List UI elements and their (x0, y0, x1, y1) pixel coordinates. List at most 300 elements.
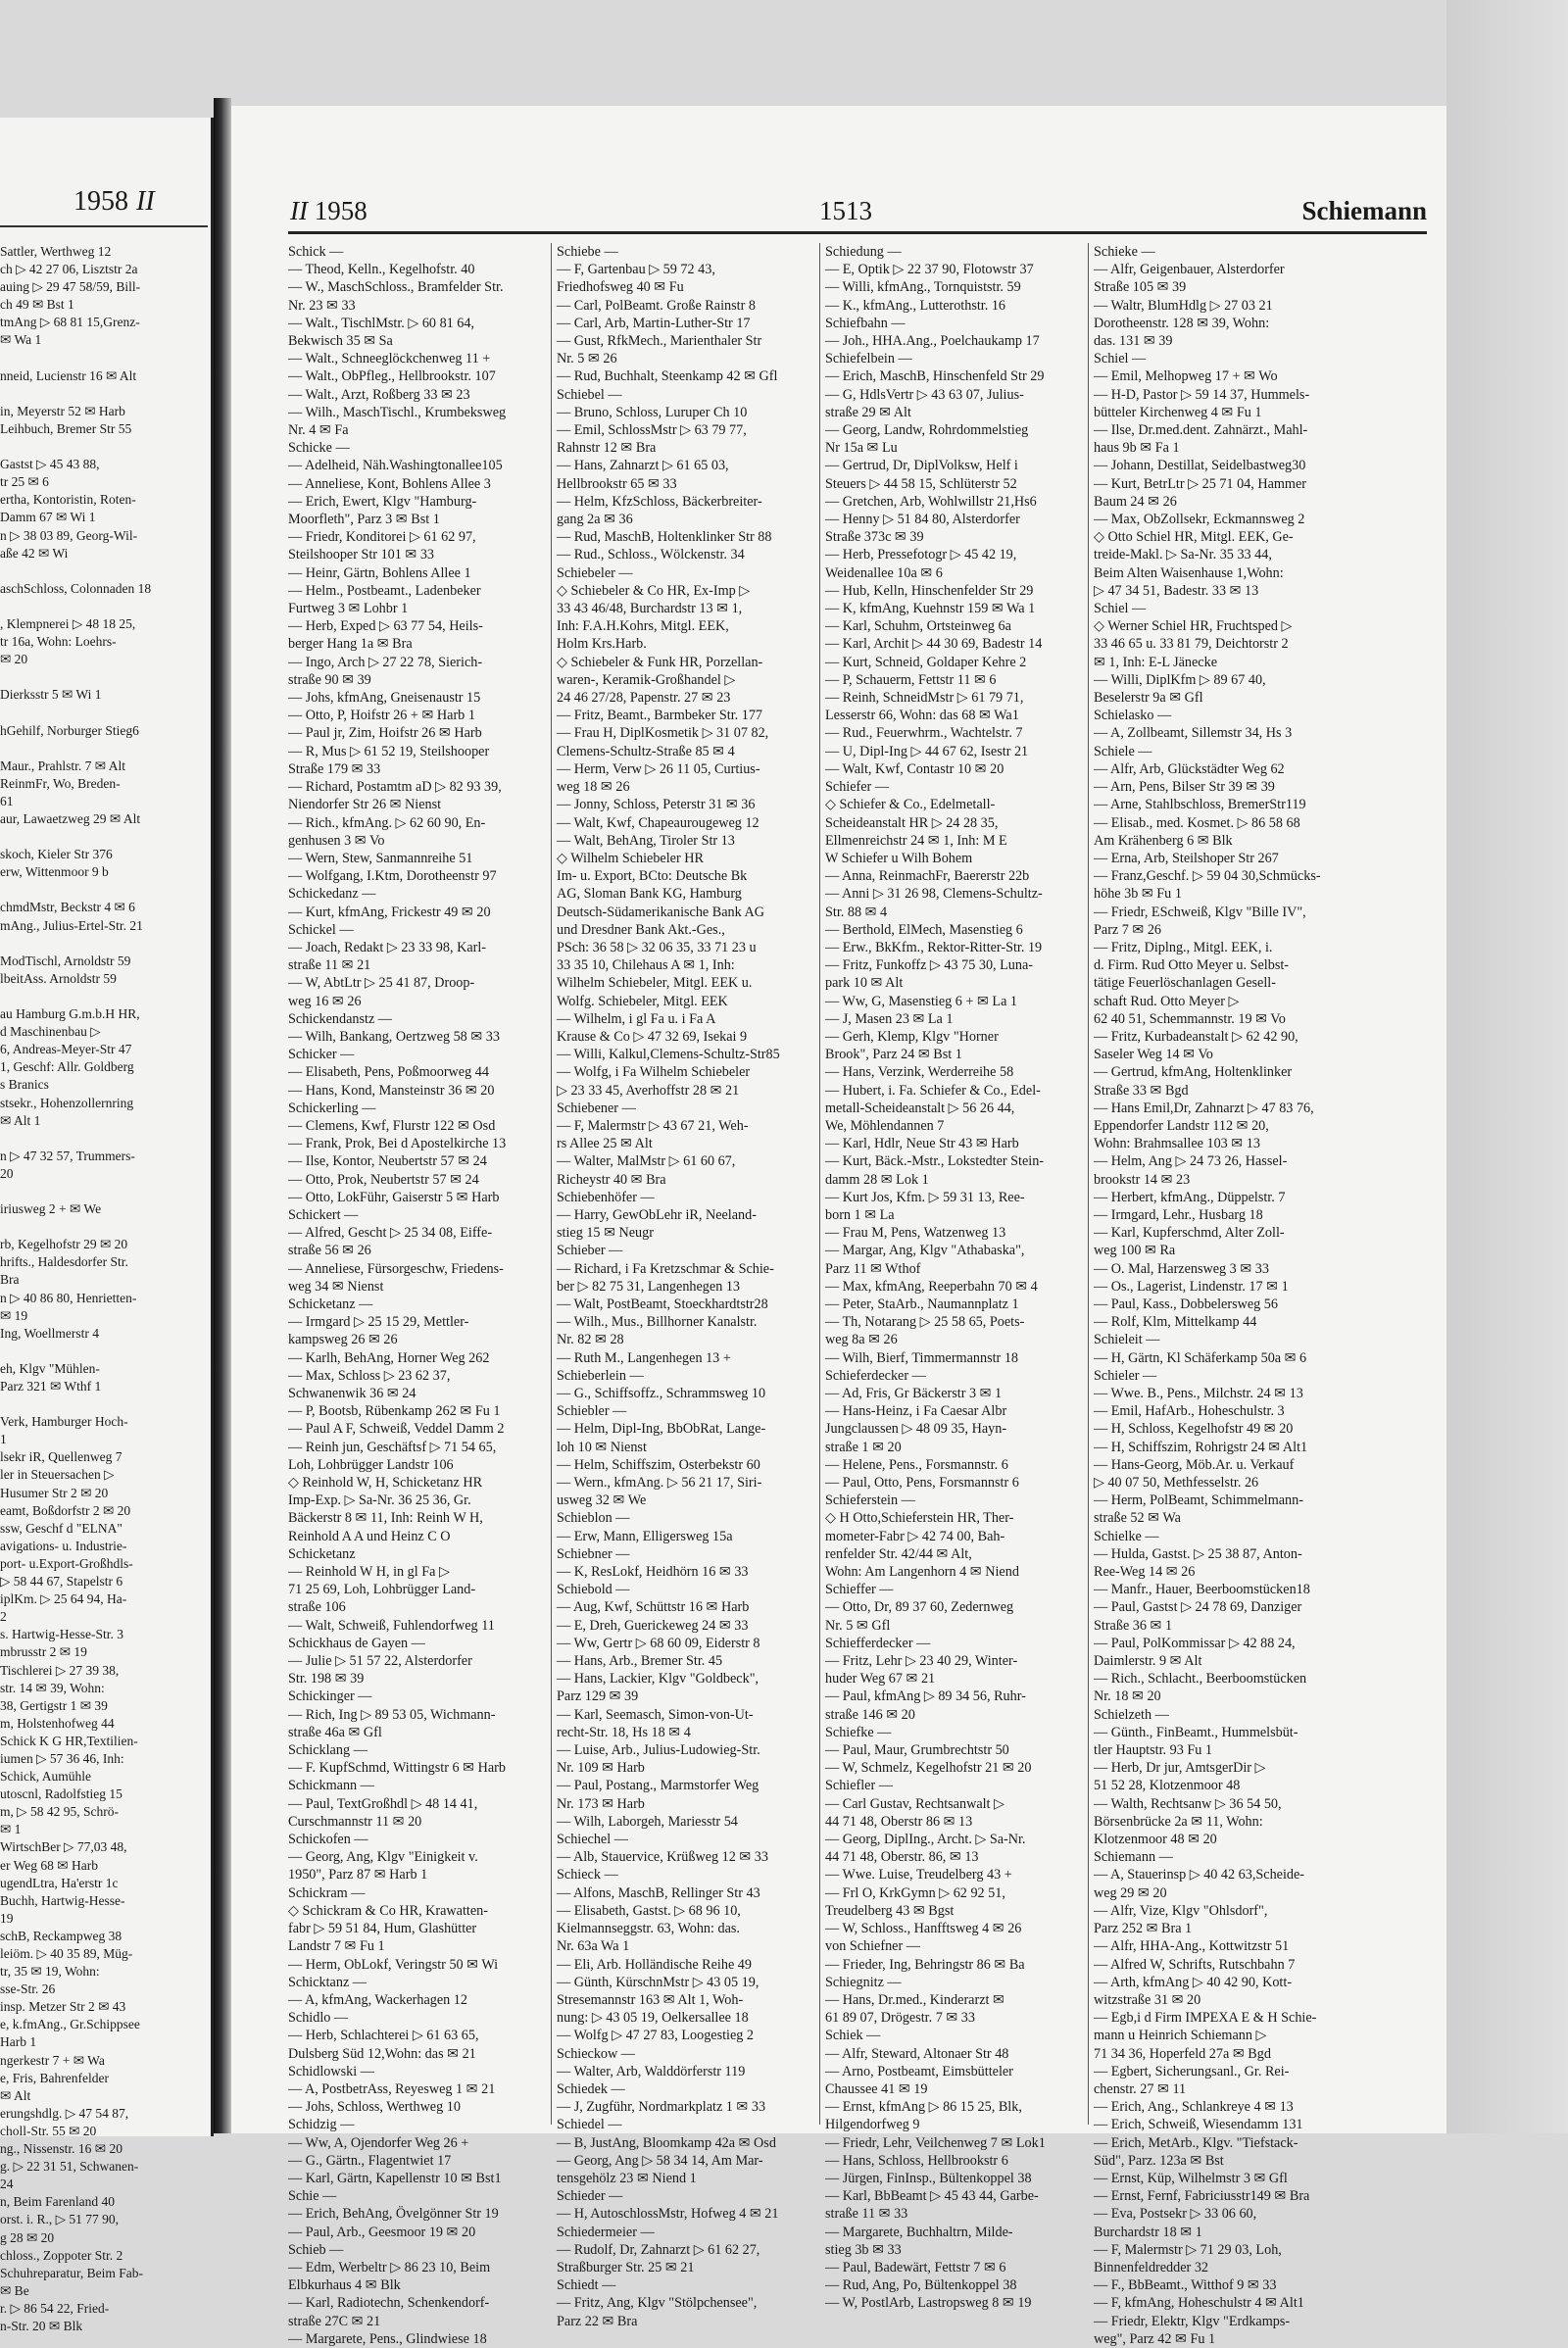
directory-entry-line: Schick, Aumühle (0, 1769, 91, 1785)
directory-entry-line (0, 598, 206, 615)
directory-entry-line: — F, Malermstr ▷ 71 29 03, Loh, (1094, 2241, 1282, 2258)
directory-entry-line: iumen ▷ 57 36 46, Inh: (0, 1750, 124, 1766)
directory-entry-line: tr, 35 ✉ 19, Wohn: (0, 1964, 100, 1980)
directory-entry-line: — Hulda, Gastst. ▷ 25 38 87, Anton- (1094, 1545, 1302, 1562)
directory-entry-line: — Georg, Ang ▷ 58 34 14, Am Mar- (557, 2152, 763, 2169)
directory-entry-line: — Paul, Otto, Pens, Forsmannstr 6 (825, 1475, 1019, 1492)
directory-entry-line: Str. 88 ✉ 4 (825, 904, 888, 920)
directory-entry-line: 71 34 36, Hoperfeld 27a ✉ Bgd (1094, 2045, 1271, 2062)
directory-entry-line: ReinmFr, Wo, Breden- (0, 775, 121, 791)
directory-entry-line: — Frau H, DiplKosmetik ▷ 31 07 82, (557, 725, 769, 742)
directory-entry-line: — Hans, Dr.med., Kinderarzt ✉ (825, 1991, 1004, 2008)
directory-entry-line: 51 52 28, Klotzenmoor 48 (1094, 1778, 1241, 1794)
directory-entry-line: Schiechel — (557, 1832, 628, 1848)
directory-entry-line: — Georg, Ang, Klgv "Einigkeit v. (288, 1849, 478, 1866)
directory-entry-line: hrifts., Haldesdorfer Str. (0, 1254, 128, 1270)
directory-entry-line: ssw, Geschf d "ELNA" (0, 1520, 122, 1536)
directory-entry-line: — Paul, Gastst ▷ 24 78 69, Danziger (1094, 1599, 1302, 1616)
directory-entry-line: — Richard, Postamtm aD ▷ 82 93 39, (288, 779, 502, 796)
directory-entry-line: n ▷ 38 03 89, Georg-Wil- (0, 527, 138, 543)
left-page-header (74, 186, 155, 218)
directory-entry-line: Wohn: Am Langenhorn 4 ✉ Niend (825, 1564, 1019, 1581)
directory-entry-line: loh 10 ✉ Nienst (557, 1439, 647, 1455)
directory-entry-line: — Eli, Arb. Holländische Reihe 49 (557, 1956, 752, 1973)
directory-entry-line: Klotzenmoor 48 ✉ 20 (1094, 1832, 1217, 1848)
directory-entry-line (0, 563, 206, 580)
directory-entry-line: haus 9b ✉ Fa 1 (1094, 440, 1180, 457)
directory-entry-line: — F, Gartenbau ▷ 59 72 43, (557, 262, 715, 278)
directory-entry-line: Schickert — (288, 1206, 359, 1223)
directory-entry-line: — Paul, Arb., Geesmoor 19 ✉ 20 (288, 2224, 476, 2240)
directory-entry-line: — Herb, Pressefotogr ▷ 45 42 19, (825, 547, 1017, 563)
directory-entry-line: Parz 321 ✉ Wthf 1 (0, 1379, 102, 1394)
directory-entry-line: Schiemann — (1094, 1849, 1173, 1866)
directory-entry-line: PSch: 36 58 ▷ 32 06 35, 33 71 23 u (557, 939, 757, 955)
directory-entry-line: Schickmann — (288, 1778, 374, 1794)
directory-entry-line: ◇ Schickram & Co HR, Krawatten- (288, 1902, 488, 1919)
directory-entry-line: Schidlowski — (288, 2063, 374, 2079)
directory-entry-line: straße 11 ✉ 33 (825, 2206, 908, 2223)
directory-entry-line: — Ww, G, Masenstieg 6 + ✉ La 1 (825, 993, 1018, 1009)
directory-entry-line: Wohn: Brahmsallee 103 ✉ 13 (1094, 1136, 1260, 1152)
directory-entry-line: Dorotheenstr. 128 ✉ 39, Wohn: (1094, 315, 1270, 331)
directory-entry-line: 71 25 69, Loh, Lohbrügger Land- (288, 1582, 476, 1598)
page-header (290, 196, 1427, 229)
directory-entry-line: — Wilh, Bierf, Timmermannstr 18 (825, 1349, 1019, 1366)
directory-entry-line: Schiefler — (825, 1778, 893, 1794)
directory-entry-line: — Fritz, Funkoffz ▷ 43 75 30, Luna- (825, 957, 1034, 974)
directory-entry-line: Damm 67 ✉ Wi 1 (0, 510, 96, 525)
directory-entry-line: ler in Steuersachen ▷ (0, 1467, 115, 1483)
directory-entry-line: Schielzeth — (1094, 1706, 1169, 1723)
directory-entry-line: — F, kfmAng, Hoheschulstr 4 ✉ Alt1 (1094, 2295, 1304, 2312)
directory-entry-line: — Alfr, Steward, Altonaer Str 48 (825, 2045, 1009, 2062)
directory-entry-line: — Wilh, Bankang, Oertzweg 58 ✉ 33 (288, 1028, 500, 1045)
directory-entry-line: Brook", Parz 24 ✉ Bst 1 (825, 1047, 962, 1063)
directory-entry-line: — Karl, Kupferschmd, Alter Zoll- (1094, 1225, 1285, 1242)
directory-entry-line: — Herb, Dr jur, AmtsgerDir ▷ (1094, 1760, 1266, 1777)
directory-entry-line: — Franz,Geschf. ▷ 59 04 30,Schmücks- (1094, 868, 1321, 885)
directory-entry-line: — Henny ▷ 51 84 80, Alsterdorfer (825, 512, 1020, 528)
directory-entry-line: — Fritz, Diplng., Mitgl. EEK, i. (1094, 939, 1273, 955)
directory-entry-line: — Ernst, kfmAng ▷ 86 15 25, Blk, (825, 2099, 1022, 2116)
directory-entry-line: — Alb, Stauervice, Krüßweg 12 ✉ 33 (557, 1849, 768, 1866)
directory-entry-line: — Margar, Ang, Klgv "Athabaska", (825, 1243, 1025, 1259)
directory-entry-line: Schiefelbein — (825, 351, 912, 367)
directory-entry-line: Imp-Exp. ▷ Sa-Nr. 36 25 36, Gr. (288, 1492, 471, 1509)
directory-entry-line: Nr. 63a Wa 1 (557, 1938, 630, 1955)
directory-entry-line: — Johann, Destillat, Seidelbastweg30 (1094, 458, 1306, 474)
directory-entry-line: Elbkurhaus 4 ✉ Blk (288, 2277, 401, 2294)
directory-entry-line: Schiek — (825, 2028, 881, 2044)
directory-entry-line: Schickedanz — (288, 886, 376, 903)
directory-entry-line: — K., kfmAng., Lutterothstr. 16 (825, 297, 1006, 314)
directory-entry-line: tätige Feuerlöschanlagen Gesell- (1094, 975, 1276, 992)
directory-entry-line: — Friedr, Lehr, Veilchenweg 7 ✉ Lok1 (825, 2134, 1046, 2151)
directory-entry-line: Schiefer — (825, 779, 890, 796)
directory-entry-line: Inh: F.A.H.Kohrs, Mitgl. EEK, (557, 618, 729, 635)
directory-entry-line: hGehilf, Norburger Stieg6 (0, 722, 139, 738)
directory-entry-line: — Karl, Seemasch, Simon-von-Ut- (557, 1706, 754, 1723)
directory-entry-line: Schiefbahn — (825, 315, 906, 331)
directory-entry-line: ModTischl, Arnoldstr 59 (0, 953, 131, 968)
directory-entry-line: — Walt., ObPfleg., Hellbrookstr. 107 (288, 368, 496, 385)
directory-entry-line: Am Krähenberg 6 ✉ Blk (1094, 832, 1233, 849)
directory-entry-line: ✉ Be (0, 2282, 29, 2298)
directory-entry-line: — Herbert, kfmAng., Düppelstr. 7 (1094, 1189, 1286, 1205)
directory-entry-line: — Frl O, KrkGymn ▷ 62 92 51, (825, 1884, 1005, 1901)
directory-entry-line: straße 29 ✉ Alt (825, 404, 911, 420)
directory-entry-line: — Jonny, Schloss, Peterstr 31 ✉ 36 (557, 797, 756, 813)
directory-entry-line: Schiefferdecker — (825, 1635, 931, 1651)
directory-entry-line: usweg 32 ✉ We (557, 1492, 647, 1509)
directory-entry-line: — Jürgen, FinInsp., Bültenkoppel 38 (825, 2170, 1032, 2186)
directory-entry-line: Bekwisch 35 ✉ Sa (288, 333, 393, 350)
directory-entry-line: — Friedr, Konditorei ▷ 61 62 97, (288, 529, 476, 546)
directory-entry-line: Schicktanz — (288, 1974, 367, 1990)
directory-entry-line: Curschmannstr 11 ✉ 20 (288, 1813, 422, 1830)
directory-entry-line: — Wwe. B., Pens., Milchstr. 24 ✉ 13 (1094, 1386, 1303, 1401)
directory-entry-line: — Wolfg ▷ 47 27 83, Loogestieg 2 (557, 2028, 755, 2044)
directory-entry-line: mann u Heinrich Schiemann ▷ (1094, 2028, 1267, 2044)
header-rule (288, 231, 1427, 234)
directory-entry-line: gang 2a ✉ 36 (557, 512, 633, 528)
directory-entry-line: — Elisab., med. Kosmet. ▷ 86 58 68 (1094, 814, 1300, 831)
directory-entry-line: — Otto, P, Hoifstr 26 + ✉ Harb 1 (288, 708, 475, 724)
directory-entry-line: — Reinh, SchneidMstr ▷ 61 79 71, (825, 690, 1024, 707)
directory-entry-line: — Georg, Landw, Rohrdommelstieg (825, 422, 1029, 439)
directory-entry-line: — Margarete, Pens., Glindwiese 18 (288, 2330, 487, 2347)
page-number: 1513 (819, 196, 872, 225)
directory-entry-line: 44 71 48, Oberstr 86 ✉ 13 (825, 1813, 973, 1830)
directory-entry-line: — Ernst, Fernf, Fabriciusstr149 ✉ Bra (1094, 2188, 1310, 2205)
directory-entry-line: — Rud, MaschB, Holtenklinker Str 88 (557, 529, 772, 546)
directory-entry-line: — Erw., BkKfm., Rektor-Ritter-Str. 19 (825, 939, 1043, 955)
directory-entry-line: — Paul, Badewärt, Fettstr 7 ✉ 6 (825, 2259, 1006, 2275)
directory-entry-line: — Johs, kfmAng, Gneisenaustr 15 (288, 690, 481, 707)
directory-entry-line: Landstr 7 ✉ Fu 1 (288, 1938, 385, 1955)
directory-entry-line: — W., MaschSchloss., Bramfelder Str. (288, 279, 504, 296)
directory-entry-line (0, 740, 206, 758)
directory-entry-line: — Joach, Redakt ▷ 23 33 98, Karl- (288, 939, 487, 955)
directory-entry-line: — Heinr, Gärtn, Bohlens Allee 1 (288, 564, 471, 581)
directory-entry-line: weg 100 ✉ Ra (1094, 1243, 1176, 1259)
directory-entry-line: Steilshooper Str 101 ✉ 33 (288, 547, 435, 563)
directory-entry-line: Baum 24 ✉ 26 (1094, 493, 1177, 510)
directory-entry-line: Schiebner — (557, 1545, 630, 1562)
directory-entry-line: — Julie ▷ 51 57 22, Alsterdorfer (288, 1653, 472, 1670)
directory-entry-line: Straßburger Str. 25 ✉ 21 (557, 2259, 695, 2275)
left-page-roman: II (136, 186, 155, 217)
directory-entry-line: nneid, Lucienstr 16 ✉ Alt (0, 367, 137, 383)
directory-entry-line (0, 668, 206, 686)
directory-entry-line: tensgehölz 23 ✉ Niend 1 (557, 2170, 697, 2186)
directory-entry-line: — Karl, Gärtn, Kapellenstr 10 ✉ Bst1 (288, 2170, 502, 2186)
directory-entry-line: — Anneliese, Fürsorgeschw, Friedens- (288, 1260, 504, 1277)
directory-entry-line: choll-Str. 55 ✉ 20 (0, 2123, 97, 2138)
directory-entry-line: Schieferdecker — (825, 1367, 926, 1384)
directory-entry-line: ✉ Alt 1 (0, 1112, 41, 1128)
directory-entry-line: ch 49 ✉ Bst 1 (0, 297, 74, 313)
directory-entry-line: 24 (0, 2177, 14, 2192)
directory-entry-line: — Hubert, i. Fa. Schiefer & Co., Edel- (825, 1082, 1041, 1099)
directory-entry-line: Nr. 18 ✉ 20 (1094, 1688, 1161, 1705)
directory-entry-line: orst. i. R., ▷ 51 77 90, (0, 2212, 120, 2227)
directory-entry-line: Im- u. Export, BCto: Deutsche Bk (557, 868, 748, 885)
directory-entry-line: das. 131 ✉ 39 (1094, 333, 1173, 350)
directory-entry-line: Schicklang — (288, 1742, 368, 1759)
directory-entry-line: Schieferstein — (825, 1492, 915, 1509)
directory-entry-line: ✉ Wa 1 (0, 332, 42, 348)
directory-entry-line: — J, Masen 23 ✉ La 1 (825, 1010, 954, 1027)
directory-entry-line: recht-Str. 18, Hs 18 ✉ 4 (557, 1724, 691, 1740)
directory-entry-line: — Clemens, Kwf, Flurstr 122 ✉ Osd (288, 1117, 496, 1134)
directory-entry-line: Beselerstr 9a ✉ Gfl (1094, 690, 1203, 707)
directory-entry-line: eamt, Boßdorfstr 2 ✉ 20 (0, 1502, 131, 1518)
directory-entry-line: born 1 ✉ La (825, 1206, 895, 1223)
directory-entry-line: Bra (0, 1272, 20, 1288)
directory-entry-line: — Herb, Exped ▷ 63 77 54, Heils- (288, 618, 483, 635)
running-head: Schiemann (1301, 196, 1427, 225)
directory-entry-line: Schiegnitz — (825, 1974, 902, 1990)
left-page (0, 118, 214, 2333)
directory-entry-line: 1, Geschf: Allr. Goldberg (0, 1059, 134, 1075)
directory-entry-line: — Erw, Mann, Elligersweg 15a (557, 1528, 733, 1544)
directory-entry-line: — Herm, Verw ▷ 26 11 05, Curtius- (557, 760, 760, 777)
directory-entry-line: — Anneliese, Kont, Bohlens Allee 3 (288, 475, 491, 492)
directory-entry-line: — A, kfmAng, Wackerhagen 12 (288, 1991, 467, 2008)
directory-entry-line: — Walter, MalMstr ▷ 61 60 67, (557, 1153, 736, 1170)
directory-column-1 (288, 243, 545, 2347)
directory-entry-line: — Alfred, Gescht ▷ 25 34 08, Eiffe- (288, 1225, 493, 1242)
directory-entry-line: — Ruth M., Langenhegen 13 + (557, 1349, 731, 1366)
directory-entry-line: — P, Schauerm, Fettstr 11 ✉ 6 (825, 671, 997, 688)
directory-entry-line: — Rud, Ang, Po, Bültenkoppel 38 (825, 2277, 1017, 2294)
directory-entry-line: — Otto, LokFühr, Gaiserstr 5 ✉ Harb (288, 1189, 500, 1205)
directory-entry-line (0, 988, 206, 1005)
directory-entry-line: — Wilh., MaschTischl., Krumbeksweg (288, 404, 507, 420)
directory-entry-line: Buchh, Hartwig-Hesse- (0, 1892, 125, 1908)
directory-entry-line: — P, Bootsb, Rübenkamp 262 ✉ Fu 1 (288, 1403, 501, 1420)
left-page-year: 1958 (74, 186, 128, 217)
directory-entry-line: straße 27C ✉ 21 (288, 2313, 381, 2329)
directory-entry-line: n ▷ 40 86 80, Henrietten- (0, 1290, 137, 1305)
directory-entry-line: park 10 ✉ Alt (825, 975, 904, 992)
directory-entry-line: — Kurt, kfmAng, Frickestr 49 ✉ 20 (288, 904, 491, 920)
directory-entry-line: — Carl, Arb, Martin-Luther-Str 17 (557, 315, 751, 331)
directory-entry-line: — Arth, kfmAng ▷ 40 42 90, Kott- (1094, 1974, 1293, 1990)
directory-entry-line: ✉ 1, Inh: E-L Jänecke (1094, 654, 1217, 670)
directory-entry-line: Scheideanstalt HR ▷ 24 28 35, (825, 814, 999, 831)
directory-entry-line: Parz 7 ✉ 26 (1094, 921, 1162, 938)
directory-entry-line: Schieb — (288, 2241, 344, 2258)
directory-entry-line: — W, PostlArb, Lastropsweg 8 ✉ 19 (825, 2295, 1032, 2312)
directory-entry-line: ◇ H Otto,Schieferstein HR, Ther- (825, 1510, 1014, 1527)
directory-entry-line: tr 16a, Wohn: Loehrs- (0, 634, 117, 650)
header-roman: II (290, 196, 308, 225)
directory-entry-line: Clemens-Schultz-Straße 85 ✉ 4 (557, 743, 735, 759)
directory-entry-line: Schickel — (288, 921, 354, 938)
directory-entry-line (0, 1218, 206, 1236)
directory-entry-line: Ellmenreichstr 24 ✉ 1, Inh: M E (825, 832, 1007, 849)
directory-entry-line (0, 704, 206, 721)
directory-entry-line: — Erich, MaschB, Hinschenfeld Str 29 (825, 368, 1045, 385)
directory-entry-line: — Emil, SchlossMstr ▷ 63 79 77, (557, 422, 747, 439)
directory-entry-line: Holm Krs.Harb. (557, 636, 647, 653)
directory-entry-line: rs Allee 25 ✉ Alt (557, 1136, 653, 1152)
directory-entry-line: höhe 3b ✉ Fu 1 (1094, 886, 1182, 903)
directory-entry-line: — W, Schloss., Hanfftsweg 4 ✉ 26 (825, 1921, 1022, 1937)
directory-entry-line: — E, Optik ▷ 22 37 90, Flotowstr 37 (825, 262, 1034, 278)
directory-entry-line: ✉ 19 (0, 1307, 28, 1323)
directory-entry-line: — Karl, Schuhm, Ortsteinweg 6a (825, 618, 1011, 635)
directory-entry-line: — Ad, Fris, Gr Bäckerstr 3 ✉ 1 (825, 1386, 1003, 1401)
directory-entry-line: utoscnl, Radolfstieg 15 (0, 1786, 122, 1802)
directory-entry-line: r. ▷ 86 54 22, Fried- (0, 2300, 110, 2316)
directory-entry-line: Dulsberg Süd 12,Wohn: das ✉ 21 (288, 2045, 476, 2062)
directory-entry-line: ▷ 40 07 50, Methfesselstr. 26 (1094, 1475, 1259, 1492)
directory-entry-line: Schickerling — (288, 1100, 376, 1116)
directory-entry-line: — Walt., Schneeglöckchenweg 11 + (288, 351, 491, 367)
directory-entry-line: genhusen 3 ✉ Vo (288, 832, 385, 849)
directory-entry-line: Schiebler — (557, 1403, 627, 1420)
directory-entry-line: iriusweg 2 + ✉ We (0, 1201, 102, 1217)
directory-entry-line: — Karlh, BehAng, Horner Weg 262 (288, 1349, 490, 1366)
directory-entry-line: n-Str. 20 ✉ Blk (0, 2318, 83, 2333)
directory-entry-line: Kielmannseggstr. 63, Wohn: das. (557, 1921, 740, 1937)
directory-entry-line: — Carl, PolBeamt. Große Rainstr 8 (557, 297, 756, 314)
directory-entry-line: Furtweg 3 ✉ Lohbr 1 (288, 601, 409, 617)
directory-entry-line: schaft Rud. Otto Meyer ▷ (1094, 993, 1240, 1009)
directory-entry-line: ◇ Reinhold W, H, Schicketanz HR (288, 1475, 483, 1492)
directory-entry-line: Schwanenwik 36 ✉ 24 (288, 1386, 416, 1401)
directory-entry-line: straße 46a ✉ Gfl (288, 1724, 382, 1740)
directory-entry-line: d Maschinenbau ▷ (0, 1024, 101, 1040)
directory-entry-line: weg 8a ✉ 26 (825, 1332, 898, 1348)
directory-entry-line: Maur., Prahlstr. 7 ✉ Alt (0, 758, 125, 773)
directory-entry-line: au Hamburg G.m.b.H HR, (0, 1006, 140, 1022)
directory-entry-line: treide-Makl. ▷ Sa-Nr. 35 33 44, (1094, 547, 1272, 563)
directory-entry-line: — Frau M, Pens, Watzenweg 13 (825, 1225, 1006, 1242)
book-gutter (214, 98, 231, 2133)
directory-entry-line: — Friedr, ESchweiß, Klgv "Bille IV", (1094, 904, 1306, 920)
directory-entry-line: — Rud., Schloss., Wölckenstr. 34 (557, 547, 745, 563)
directory-entry-line: Schick — (288, 244, 344, 260)
directory-entry-line (0, 1130, 206, 1148)
directory-entry-line: straße 56 ✉ 26 (288, 1243, 371, 1259)
directory-entry-line: — Erich, Ewert, Klgv "Hamburg- (288, 493, 477, 510)
directory-entry-line: — Alfr, Geigenbauer, Alsterdorfer (1094, 262, 1285, 278)
directory-entry-line: Schuhreparatur, Beim Fab- (0, 2265, 144, 2280)
directory-entry-line: — Helm, KfzSchloss, Bäckerbreiter- (557, 493, 762, 510)
directory-entry-line: stieg 3b ✉ 33 (825, 2241, 902, 2258)
directory-entry-line: 2 (0, 1609, 7, 1625)
directory-entry-line: — Walt., Arzt, Roßberg 33 ✉ 23 (288, 386, 470, 403)
directory-entry-line: — Egbert, Sicherungsanl., Gr. Rei- (1094, 2063, 1290, 2079)
directory-entry-line: — Paul, Maur, Grumbrechtstr 50 (825, 1742, 1009, 1759)
left-page-rule (0, 225, 208, 227)
directory-entry-line: — H, AutoschlossMstr, Hofweg 4 ✉ 21 (557, 2206, 779, 2223)
directory-entry-line: Schieberlein — (557, 1367, 644, 1384)
directory-entry-line: — Eva, Postsekr ▷ 33 06 60, (1094, 2206, 1257, 2223)
directory-entry-line: Schiedt — (557, 2277, 616, 2294)
directory-entry-line: — Kurt, Schneid, Goldaper Kehre 2 (825, 654, 1027, 670)
directory-entry-line: ✉ 20 (0, 652, 28, 667)
directory-entry-line: — Hub, Kelln, Hinschenfelder Str 29 (825, 582, 1034, 599)
directory-entry-line: Schieder — (557, 2188, 623, 2205)
directory-entry-line (0, 438, 206, 456)
directory-entry-line: — Walt, Schweiß, Fuhlendorfweg 11 (288, 1617, 495, 1634)
directory-entry-line: — Willi, DiplKfm ▷ 89 67 40, (1094, 671, 1266, 688)
directory-entry-line: — Erich, Schweiß, Wiesendamm 131 (1094, 2117, 1303, 2133)
directory-entry-line: — G, HdlsVertr ▷ 43 63 07, Julius- (825, 386, 1024, 403)
directory-entry-line: ◇ Schiefer & Co., Edelmetall- (825, 797, 996, 813)
directory-entry-line: Schicker — (288, 1047, 355, 1063)
directory-entry-line: W Schiefer u Wilh Bohem (825, 850, 973, 866)
directory-entry-line: Schickhaus de Gayen — (288, 1635, 425, 1651)
directory-entry-line: — Waltr, BlumHdlg ▷ 27 03 21 (1094, 297, 1273, 314)
directory-entry-line: — Karl, Hdlr, Neue Str 43 ✉ Harb (825, 1136, 1019, 1152)
directory-entry-line: 24 46 27/28, Papenstr. 27 ✉ 23 (557, 690, 731, 707)
directory-entry-line: — Reinhold W H, in gl Fa ▷ (288, 1564, 450, 1581)
directory-entry-line: straße 146 ✉ 20 (825, 1706, 915, 1723)
directory-entry-line: weg 16 ✉ 26 (288, 993, 362, 1009)
directory-entry-line: weg 29 ✉ 20 (1094, 1884, 1167, 1901)
directory-entry-line: — Th, Notarang ▷ 25 58 65, Poets- (825, 1314, 1025, 1331)
directory-entry-line: — Kurt Jos, Kfm. ▷ 59 31 13, Ree- (825, 1189, 1025, 1205)
directory-entry-line: straße 106 (288, 1599, 346, 1616)
directory-entry-line: — Egb,i d Firm IMPEXA E & H Schie- (1094, 2010, 1317, 2027)
directory-entry-line: — Rud., Feuerwhrm., Wachtelstr. 7 (825, 725, 1023, 742)
directory-entry-line: — Herm, PolBeamt, Schimmelmann- (1094, 1492, 1303, 1509)
directory-entry-line: Rahnstr 12 ✉ Bra (557, 440, 657, 457)
directory-entry-line: — A, Zollbeamt, Sillemstr 34, Hs 3 (1094, 725, 1293, 742)
directory-entry-line: — Walter, Arb, Walddörferstr 119 (557, 2063, 746, 2079)
directory-entry-line: — U, Dipl-Ing ▷ 44 67 62, Isestr 21 (825, 743, 1029, 759)
directory-entry-line: — G., Schiffsoffz., Schrammsweg 10 (557, 1386, 766, 1401)
directory-entry-line: iplKm. ▷ 25 64 94, Ha- (0, 1591, 127, 1607)
directory-entry-line: — Irmgard ▷ 25 15 29, Mettler- (288, 1314, 469, 1331)
directory-entry-line: Schiebener — (557, 1100, 636, 1116)
directory-entry-line: Börsenbrücke 2a ✉ 11, Wohn: (1094, 1813, 1263, 1830)
directory-entry-line: 61 (0, 793, 14, 808)
directory-entry-line: ◇ Schiebeler & Co HR, Ex-Imp ▷ (557, 582, 751, 599)
directory-entry-line: — Wwe. Luise, Treudelberg 43 + (825, 1867, 1012, 1883)
directory-entry-line: Tischlerei ▷ 27 39 38, (0, 1662, 120, 1678)
directory-entry-line: ✉ 1 (0, 1822, 22, 1837)
directory-entry-line: mbrusstr 2 ✉ 19 (0, 1644, 87, 1660)
directory-entry-line: , Klempnerei ▷ 48 18 25, (0, 615, 136, 631)
directory-entry-line: Sattler, Werthweg 12 (0, 244, 112, 259)
directory-entry-line: — Fritz, Beamt., Barmbeker Str. 177 (557, 708, 763, 724)
directory-entry-line: bütteler Kirchenweg 4 ✉ Fu 1 (1094, 404, 1262, 420)
directory-entry-line: — Hans Emil,Dr, Zahnarzt ▷ 47 83 76, (1094, 1100, 1314, 1116)
directory-entry-line: — Irmgard, Lehr., Husbarg 18 (1094, 1206, 1263, 1223)
directory-entry-line: damm 28 ✉ Lok 1 (825, 1171, 929, 1188)
directory-entry-line: nung: ▷ 43 05 19, Oelkersallee 18 (557, 2010, 749, 2027)
directory-entry-line: Schiebold — (557, 1582, 630, 1598)
directory-entry-line: ng., Nissenstr. 16 ✉ 20 (0, 2141, 122, 2157)
directory-entry-line: Schiebel — (557, 386, 622, 403)
directory-entry-line: — Rudolf, Dr, Zahnarzt ▷ 61 62 27, (557, 2241, 760, 2258)
directory-entry-line: — Bruno, Schloss, Luruper Ch 10 (557, 404, 748, 420)
directory-entry-line: — Elisabeth, Pens, Poßmoorweg 44 (288, 1064, 489, 1081)
directory-entry-line: Schiedel — (557, 2117, 622, 2133)
directory-entry-line: — Walt, Kwf, Contastr 10 ✉ 20 (825, 760, 1004, 777)
directory-entry-line: — Erich, BehAng, Övelgönner Str 19 (288, 2206, 499, 2223)
directory-entry-line: insp. Metzer Str 2 ✉ 43 (0, 1999, 126, 2015)
directory-entry-line: Ree-Weg 14 ✉ 26 (1094, 1564, 1196, 1581)
